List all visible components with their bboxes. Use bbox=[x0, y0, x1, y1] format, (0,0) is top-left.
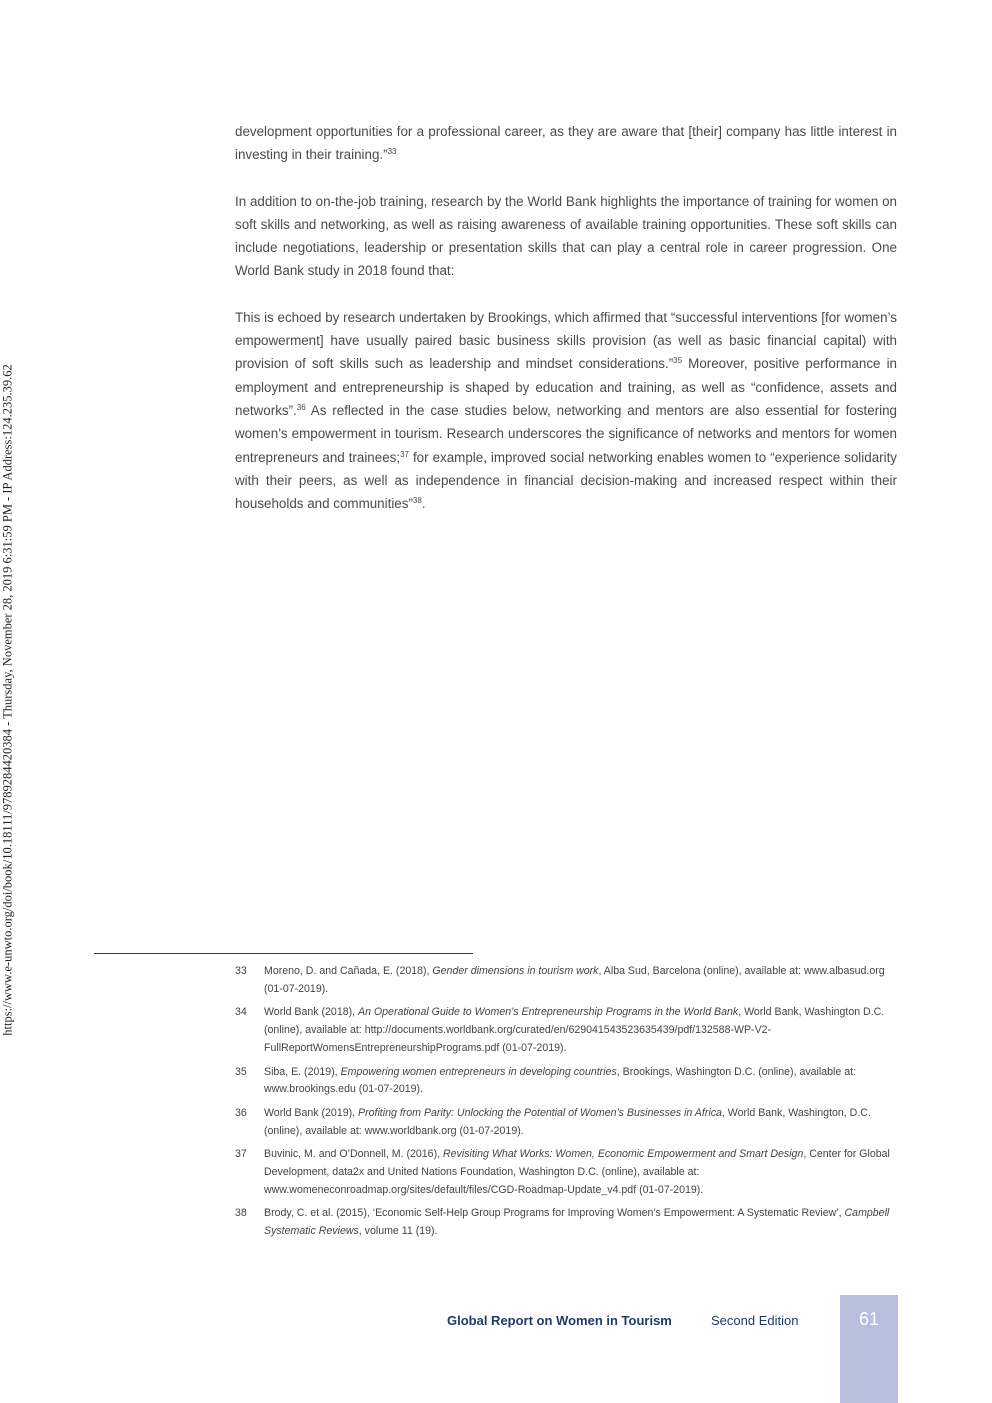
footnote bbox=[235, 1205, 897, 1240]
footnotes bbox=[235, 963, 897, 1247]
footnote-text bbox=[264, 1004, 897, 1057]
footnote-source: , Center for Global Development, data2x and United Nations Foundation, Washington D.C. (online), available at: www.womeneconroadmap.org/sites/default/files/CGD-Roadmap-Update_v4.pdf (01-07-2019). bbox=[264, 1148, 890, 1196]
footnote-author: Siba, E. (2019), bbox=[264, 1065, 341, 1078]
paragraph-2: In addition to on-the-job training, research by the World Bank highlights the importance of training for women on soft skills and networking, as well as raising awareness of available training opportunities. These soft skills can include negotiations, leadership or presentation skills that can play a central role in career progression. One World Bank study in 2018 found that: bbox=[235, 193, 897, 279]
footnote bbox=[235, 963, 897, 998]
footnote-divider bbox=[94, 953, 473, 954]
footnote-source: , Brookings, Washington D.C. (online), available at: www.brookings.edu (01-07-2019). bbox=[264, 1065, 857, 1096]
paragraph-3-text-3: As reflected in the case studies below, networking and mentors are also essential for fostering women’s empowerment in tourism. Research underscores the significance of networks and mentors for women entrepreneurs and trainees; bbox=[235, 402, 897, 465]
footnote-author: World Bank (2018), bbox=[264, 1006, 359, 1019]
footnote-author: Brody, C. et al. (2015), ‘Economic Self-Help Group Programs for Improving Women’s Empowerment: A Systematic Review’, bbox=[264, 1207, 845, 1220]
footer-report-title: Global Report on Women in Tourism bbox=[447, 1313, 672, 1328]
paragraph-3 bbox=[235, 306, 897, 516]
footnote-text bbox=[264, 1146, 897, 1199]
page-number-tab bbox=[840, 1295, 898, 1403]
footnote-number: 38 bbox=[235, 1207, 247, 1220]
paragraph-3-text-4: for example, improved social networking enables women to “experience solidarity with their peers, as well as independence in financial decision-making and increased respect within their households and communities” bbox=[235, 449, 897, 512]
footnote-ref-35: 35 bbox=[673, 356, 683, 366]
footnote-text bbox=[264, 1205, 897, 1240]
footnote-ref-37: 37 bbox=[400, 449, 409, 459]
footnote-number: 36 bbox=[235, 1106, 247, 1119]
footnote-ref-36: 36 bbox=[296, 402, 306, 412]
footnote-text bbox=[264, 1105, 897, 1140]
footnote bbox=[235, 1105, 897, 1140]
paragraph-3-text-2: Moreover, positive performance in employment and entrepreneurship is shaped by education and training, as well as “confidence, assets and networks”. bbox=[235, 356, 897, 418]
footer-edition: Second Edition bbox=[711, 1313, 799, 1328]
footnote-number: 35 bbox=[235, 1065, 247, 1078]
footnote-title: Revisiting What Works: Women, Economic Empowerment and Smart Design bbox=[443, 1148, 804, 1161]
footnote-number: 33 bbox=[235, 965, 247, 977]
paragraph-3-text-5: . bbox=[421, 496, 426, 512]
main-body bbox=[235, 120, 897, 538]
footnote-title: Campbell Systematic Reviews bbox=[264, 1207, 890, 1238]
paragraph-1 bbox=[235, 120, 897, 167]
footnote-ref-33: 33 bbox=[387, 147, 397, 157]
footnote bbox=[235, 1004, 897, 1057]
footnote-source: , World Bank, Washington, D.C. (online), available at: www.worldbank.org (01-07-2019). bbox=[264, 1106, 871, 1137]
footnote-source: , World Bank, Washington D.C. (online), available at: http://documents.worldbank.org/curated/en/629041543523635439/pdf/132588-WP-V2-FullReportWomensEntrepreneurshipPrograms.pdf (01-07-2019). bbox=[264, 1006, 885, 1054]
footnote-text bbox=[264, 1064, 897, 1099]
footnote-author: Moreno, D. and Cañada, E. (2018), bbox=[264, 965, 433, 977]
footnote-title: Profiting from Parity: Unlocking the Potential of Women’s Businesses in Africa bbox=[358, 1106, 722, 1119]
paragraph-3-text-1: This is echoed by research undertaken by Brookings, which affirmed that “successful interventions [for women’s empowerment] have usually paired basic business skills provision (as well as basic financial capital) with provision of soft skills such as leadership and mindset considerations.” bbox=[235, 309, 897, 372]
footnote-title: Gender dimensions in tourism work bbox=[432, 965, 599, 977]
page-number: 61 bbox=[858, 1309, 880, 1329]
paragraph-1-text: development opportunities for a professional career, as they are aware that [their] company has little interest in investing in their training.” bbox=[235, 124, 897, 163]
footnote-author: World Bank (2019), bbox=[264, 1106, 359, 1119]
footnote-number: 34 bbox=[235, 1006, 247, 1019]
footnote-source: , Alba Sud, Barcelona (online), available at: www.albasud.org (01-07-2019). bbox=[264, 965, 885, 995]
access-watermark: https://www.e-unwto.org/doi/book/10.18111/9789284420384 - Thursday, November 28, 2019 6:31:59 PM - IP Address:124.235.39.62 bbox=[0, 364, 15, 1036]
footnote bbox=[235, 1064, 897, 1099]
footnote-title: Empowering women entrepreneurs in developing countries bbox=[340, 1065, 617, 1078]
footnote-number: 37 bbox=[235, 1148, 247, 1161]
footnote-title: An Operational Guide to Women’s Entrepreneurship Programs in the World Bank bbox=[358, 1006, 739, 1019]
footnote bbox=[235, 1146, 897, 1199]
footnote-author: Buvinic, M. and O’Donnell, M. (2016), bbox=[264, 1148, 443, 1161]
footnote-source: , volume 11 (19). bbox=[358, 1225, 438, 1238]
footnote-text bbox=[264, 963, 897, 998]
footnote-ref-38: 38 bbox=[412, 496, 422, 506]
